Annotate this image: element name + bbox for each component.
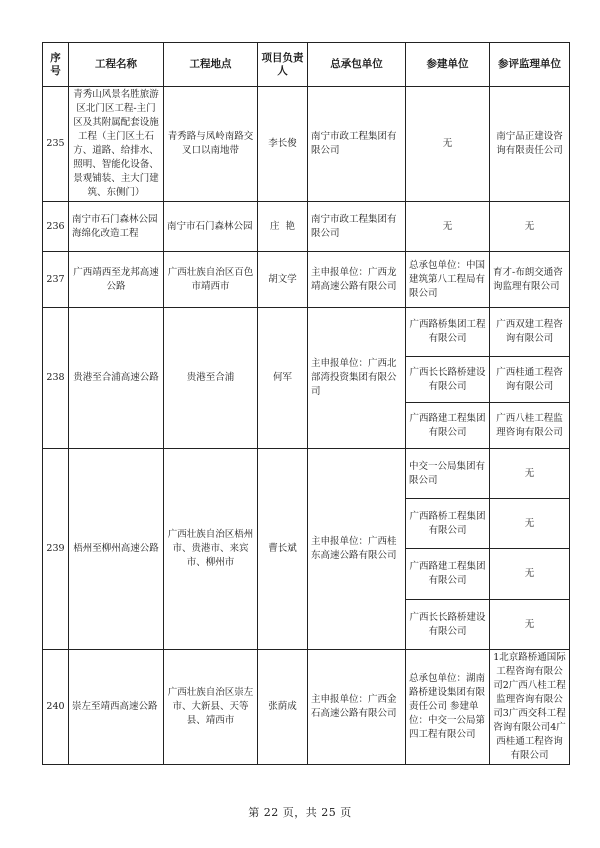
header-row	[43, 43, 570, 87]
supervision-unit: 广西八桂工程监理咨询有限公司	[490, 403, 570, 449]
supervision-unit: 育才-布朗交通咨询监理有限公司	[490, 252, 570, 308]
project-location: 南宁市石门森林公园	[164, 202, 258, 252]
row-number: 235	[43, 87, 69, 202]
project-name: 广西靖西至龙邦高速公路	[69, 252, 164, 308]
table-row	[43, 650, 570, 765]
general-contractor: 主申报单位：广西金石高速公路有限公司	[308, 650, 406, 765]
project-location: 贵港至合浦	[164, 308, 258, 449]
project-name: 青秀山风景名胜旅游区北门区工程-主门区及其附属配套设施工程（主门区土石方、道路、给排水、照明、智能化设备、景观铺装、主大门建筑、东侧门）	[69, 87, 164, 202]
supervision-unit: 无	[490, 600, 570, 650]
participant-unit: 无	[406, 87, 490, 202]
page-footer: 第 22 页，共 25 页	[248, 806, 352, 819]
general-contractor: 主申报单位：广西桂东高速公路有限公司	[308, 449, 406, 650]
table-row	[43, 252, 570, 308]
project-manager: 何军	[258, 308, 308, 449]
participant-unit: 中交一公局集团有限公司	[406, 449, 490, 499]
project-manager: 庄 艳	[258, 202, 308, 252]
participant-unit: 无	[406, 202, 490, 252]
general-contractor: 南宁市政工程集团有限公司	[308, 87, 406, 202]
participant-unit: 广西路建工程集团有限公司	[406, 403, 490, 449]
supervision-unit: 广西双建工程咨询有限公司	[490, 308, 570, 357]
participant-unit: 总承包单位：湖南路桥建设集团有限责任公司 参建单位：中交一公局第四工程有限公司	[406, 650, 490, 765]
project-manager: 李长俊	[258, 87, 308, 202]
project-manager: 张荫成	[258, 650, 308, 765]
participant-unit: 广西路桥工程集团有限公司	[406, 499, 490, 549]
supervision-unit: 无	[490, 549, 570, 600]
project-location: 广西壮族自治区梧州市、贵港市、来宾市、柳州市	[164, 449, 258, 650]
col-header-manager: 项目负责人	[258, 43, 308, 87]
supervision-unit: 广西桂通工程咨询有限公司	[490, 357, 570, 403]
table-row	[43, 87, 570, 202]
general-contractor: 主申报单位：广西北部湾投资集团有限公司	[308, 308, 406, 449]
participant-unit: 广西长长路桥建设有限公司	[406, 600, 490, 650]
col-header-location: 工程地点	[164, 43, 258, 87]
project-table	[42, 42, 570, 765]
row-number: 239	[43, 449, 69, 650]
row-number: 236	[43, 202, 69, 252]
row-number: 240	[43, 650, 69, 765]
col-header-name: 工程名称	[69, 43, 164, 87]
project-manager: 曹长斌	[258, 449, 308, 650]
col-header-no: 序号	[43, 43, 69, 87]
project-name: 梧州至柳州高速公路	[69, 449, 164, 650]
participant-unit: 广西长长路桥建设有限公司	[406, 357, 490, 403]
participant-unit: 总承包单位：中国建筑第八工程局有限公司	[406, 252, 490, 308]
project-location: 广西壮族自治区百色市靖西市	[164, 252, 258, 308]
supervision-unit: 无	[490, 202, 570, 252]
col-header-supervisor: 参评监理单位	[490, 43, 570, 87]
project-name: 崇左至靖西高速公路	[69, 650, 164, 765]
general-contractor: 南宁市政工程集团有限公司	[308, 202, 406, 252]
project-name: 南宁市石门森林公园海绵化改造工程	[69, 202, 164, 252]
participant-unit: 广西路桥集团工程有限公司	[406, 308, 490, 357]
table-row	[43, 449, 570, 499]
participant-unit: 广西路建工程集团有限公司	[406, 549, 490, 600]
project-location: 青秀路与凤岭南路交叉口以南地带	[164, 87, 258, 202]
supervision-unit: 无	[490, 449, 570, 499]
supervision-unit: 无	[490, 499, 570, 549]
general-contractor: 主申报单位：广西龙靖高速公路有限公司	[308, 252, 406, 308]
project-name: 贵港至合浦高速公路	[69, 308, 164, 449]
project-location: 广西壮族自治区崇左市、大新县、天等县、靖西市	[164, 650, 258, 765]
table-row	[43, 308, 570, 357]
col-header-participant: 参建单位	[406, 43, 490, 87]
row-number: 238	[43, 308, 69, 449]
table-row	[43, 202, 570, 252]
row-number: 237	[43, 252, 69, 308]
project-manager: 胡文学	[258, 252, 308, 308]
supervision-unit: 1北京路桥通国际工程咨询有限公司2广西八桂工程监理咨询有限公司3广西交科工程咨询有限公司4广西桂通工程咨询有限公司	[490, 650, 570, 765]
col-header-contractor: 总承包单位	[308, 43, 406, 87]
supervision-unit: 南宁品正建设咨询有限责任公司	[490, 87, 570, 202]
